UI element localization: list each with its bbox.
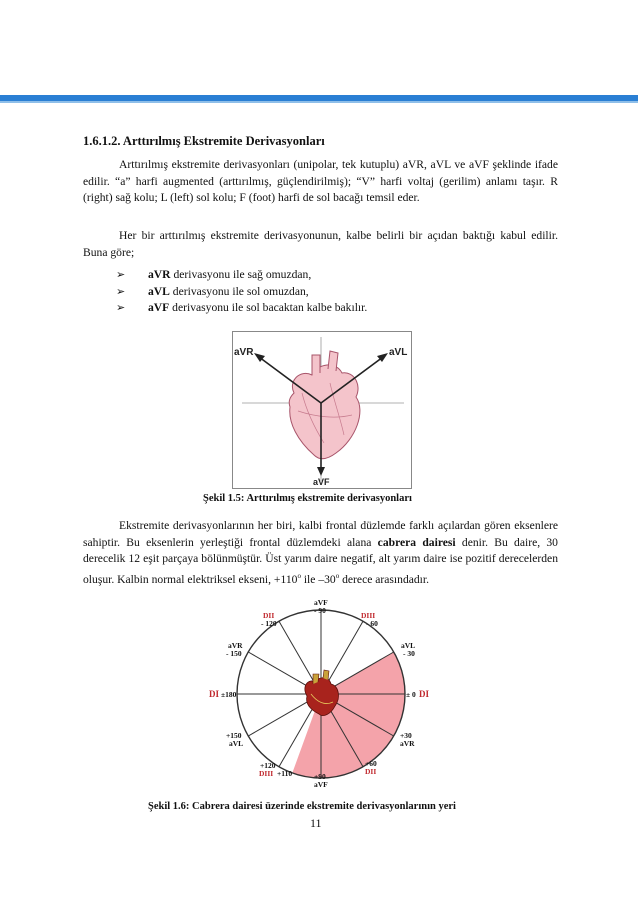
label-plus30: +30 (400, 731, 412, 740)
label-dii-top: DII (263, 611, 275, 620)
list-item: ➢ aVL derivasyonu ile sol omuzdan, (116, 284, 367, 301)
label-diii-bottom: DIII (259, 769, 274, 778)
paragraph-3: Ekstremite derivasyonlarının her biri, kalbi frontal düzlemde farklı açılardan gören eksenlere sahiptir. Bu eksenlerin yerleştiği frontal düzlemdeki alana cabrera dairesi denir. Bu daire, 30 derecelik 12 eşit parçaya bölünmüştür. Üst yarım daire negatif, alt yarım daire ise pozitif derecelerden oluşur. Kalbin normal elektriksel ekseni, $+110^o$ ile –30$^o$ derece arasındadır. (83, 519, 558, 586)
arrow-bullet-icon: ➢ (116, 301, 126, 314)
label-minus120: - 120 (261, 619, 277, 628)
label-avr-bottom: aVR (400, 739, 415, 748)
label-plus150: +150 (226, 731, 242, 740)
avr-label: aVR (234, 347, 254, 358)
label-minus60: - 60 (366, 619, 378, 628)
list-item: ➢ aVR derivasyonu ile sağ omuzdan, (116, 267, 367, 284)
label-dii-bottom: DII (365, 767, 377, 776)
label-plus90: +90 (314, 772, 326, 781)
label-plus120: +120 (260, 761, 276, 770)
figure-2-caption: Şekil 1.6: Cabrera dairesi üzerinde ekstremite derivasyonlarının yeri (148, 801, 456, 812)
heart-illustration (305, 670, 339, 716)
cabrera-circle-figure (195, 598, 445, 796)
avf-label: aVF (313, 477, 330, 487)
figure-1-caption: Şekil 1.5: Arttırılmış ekstremite derivasyonları (203, 493, 412, 504)
label-minus90: - 90 (314, 606, 326, 615)
paragraph-1: Arttırılmış ekstremite derivasyonları (unipolar, tek kutuplu) aVR, aVL ve aVF şeklinde ifade edilir. “a” harfi augmented (arttırılmış, güçlendirilmiş); “V” harfi voltaj (gerilim) anlamı taşır. R (right) sağ kolu; L (left) sol kolu; F (foot) harfi de sol bacağı temsil eder. (83, 158, 558, 204)
label-plus-minus-0: ± 0 (406, 690, 416, 699)
label-avr-top: aVR (228, 641, 243, 650)
header-rule-light (0, 101, 638, 103)
label-diii-top: DIII (361, 611, 376, 620)
label-avl-top: aVL (401, 641, 416, 650)
label-di-right: DI (419, 689, 430, 699)
page-number: 11 (310, 816, 322, 830)
bullet-list (116, 267, 367, 317)
label-minus30: - 30 (403, 649, 415, 658)
label-plus60: +60 (365, 759, 377, 768)
label-plus110: +110 (277, 769, 293, 778)
label-minus150: - 150 (226, 649, 242, 658)
paragraph-2: Her bir arttırılmış ekstremite derivasyonunun, kalbe belirli bir açıdan baktığı kabul edilir. Buna göre; (83, 229, 558, 259)
label-avf-top: aVF (314, 598, 328, 607)
section-heading: 1.6.1.2. Arttırılmış Ekstremite Derivasyonları (83, 134, 325, 148)
arrow-bullet-icon: ➢ (116, 284, 126, 298)
label-avf-bottom: aVF (314, 780, 328, 789)
augmented-leads-figure (232, 331, 412, 489)
label-avl-bottom: aVL (229, 739, 244, 748)
label-plus-minus-180: ±180 (221, 690, 237, 699)
avl-label: aVL (389, 347, 408, 358)
arrow-bullet-icon: ➢ (116, 268, 126, 281)
label-di-left: DI (209, 689, 220, 699)
list-item: ➢ aVF derivasyonu ile sol bacaktan kalbe bakılır. (116, 300, 367, 317)
